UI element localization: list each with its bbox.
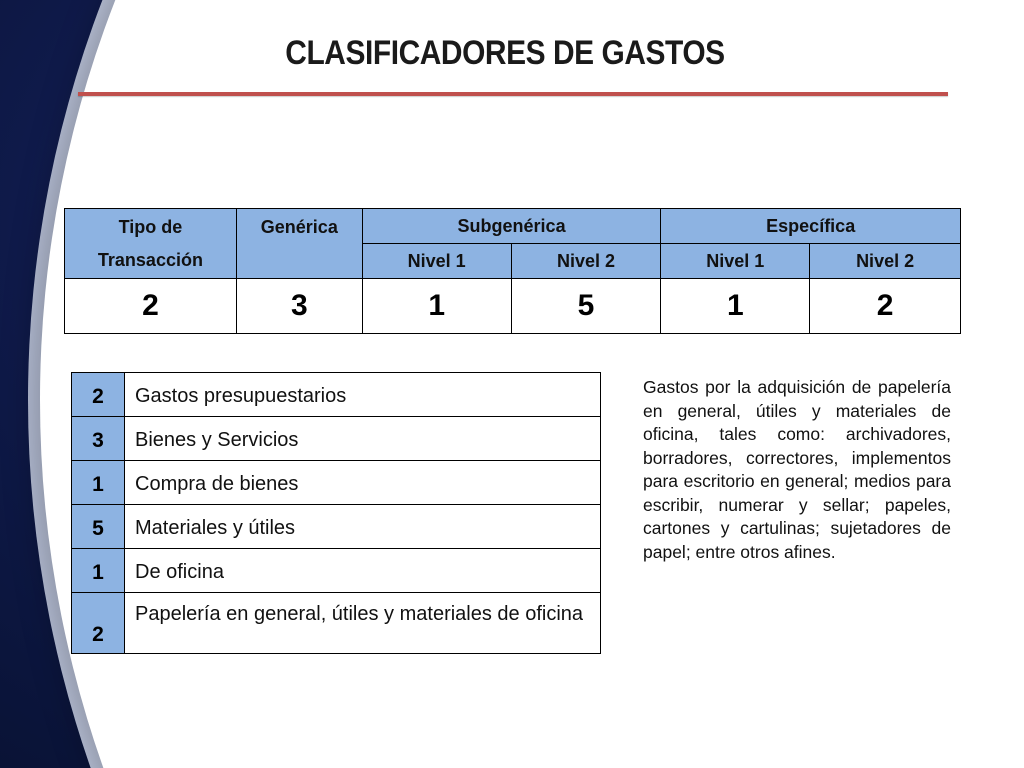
detail-code: 2 bbox=[72, 593, 125, 654]
detail-description: Compra de bienes bbox=[125, 461, 601, 505]
header-especifica: Específica bbox=[661, 209, 961, 244]
header-generica bbox=[236, 209, 362, 279]
detail-code: 3 bbox=[72, 417, 125, 461]
detail-description: De oficina bbox=[125, 549, 601, 593]
detail-row bbox=[72, 593, 601, 654]
header-tipo-transaccion bbox=[65, 209, 237, 279]
header-subgenerica: Subgenérica bbox=[362, 209, 661, 244]
detail-table bbox=[71, 372, 601, 654]
value-subgenerica-nivel2: 5 bbox=[511, 279, 661, 334]
detail-code: 5 bbox=[72, 505, 125, 549]
header-tipo-line1: Tipo de bbox=[118, 217, 183, 237]
detail-row bbox=[72, 461, 601, 505]
detail-description: Gastos presupuestarios bbox=[125, 373, 601, 417]
detail-row bbox=[72, 417, 601, 461]
detail-description: Materiales y útiles bbox=[125, 505, 601, 549]
value-generica: 3 bbox=[236, 279, 362, 334]
slide-title: CLASIFICADORES DE GASTOS bbox=[285, 34, 725, 72]
header-especifica-nivel2: Nivel 2 bbox=[810, 244, 961, 279]
detail-row bbox=[72, 373, 601, 417]
detail-description: Papelería en general, útiles y materiales de oficina bbox=[125, 593, 601, 654]
classification-table bbox=[64, 208, 961, 334]
header-tipo-line2: Transacción bbox=[97, 250, 203, 270]
header-especifica-nivel1: Nivel 1 bbox=[661, 244, 810, 279]
value-especifica-nivel1: 1 bbox=[661, 279, 810, 334]
header-subgenerica-nivel1: Nivel 1 bbox=[362, 244, 511, 279]
header-subgenerica-nivel2: Nivel 2 bbox=[511, 244, 661, 279]
title-underline bbox=[78, 92, 948, 96]
value-especifica-nivel2: 2 bbox=[810, 279, 961, 334]
header-generica-label: Genérica bbox=[260, 217, 338, 237]
value-tipo-transaccion: 2 bbox=[65, 279, 237, 334]
description-paragraph: Gastos por la adquisición de papelería en general, útiles y materiales de oficina, tales como: archivadores, borradores, correctores, implementos para escritorio en general; medios para escribir, numerar y sellar; papeles, cartones y cartulinas; sujetadores de papel; entre otros afines. bbox=[643, 377, 951, 562]
detail-row bbox=[72, 505, 601, 549]
detail-code: 2 bbox=[72, 373, 125, 417]
detail-code: 1 bbox=[72, 549, 125, 593]
detail-row bbox=[72, 549, 601, 593]
detail-description: Bienes y Servicios bbox=[125, 417, 601, 461]
detail-code: 1 bbox=[72, 461, 125, 505]
value-subgenerica-nivel1: 1 bbox=[362, 279, 511, 334]
